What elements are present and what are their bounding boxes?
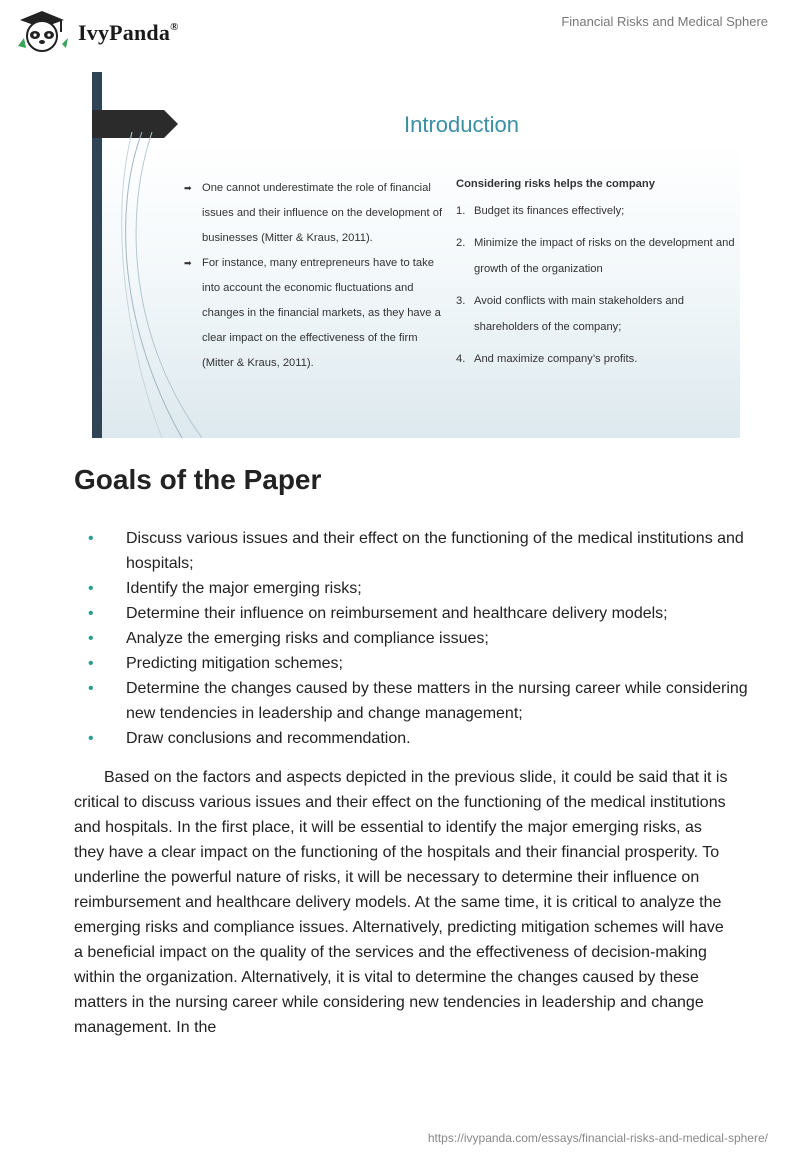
slide-bullet-text: One cannot underestimate the role of financial issues and their influence on the development of businesses (Mitter & Kraus, 2011). [202, 182, 443, 244]
list-item [74, 601, 754, 626]
slide-right-column [456, 178, 736, 378]
item-number: 1. [456, 205, 466, 217]
body-paragraph: Based on the factors and aspects depicted in the previous slide, it could be said that it is critical to discuss various issues and their effect on the functioning of the medical institutions and hospitals. In the first place, it will be essential to identify the major emerging risks, as they have a clear impact on the functioning of the hospitals and their financial prosperity. To underline the powerful nature of risks, it will be necessary to determine their influence on reimbursement and healthcare delivery models. At the same time, it is critical to analyze the emerging risks and compliance issues. Alternatively, predicting mitigation schemes will have a beneficial impact on the quality of the services and the effectiveness of decision-making within the organization. Alternatively, it is vital to determine the changes caused by these matters in the nursing career while considering new tendencies in leadership and change management. In the [74, 769, 728, 1036]
list-item-text: Determine their influence on reimbursement and healthcare delivery models; [126, 605, 668, 622]
item-number: 4. [456, 353, 466, 365]
item-number: 2. [456, 237, 466, 249]
slide-numbered-item [456, 346, 736, 372]
source-url[interactable]: https://ivypanda.com/essays/financial-risks-and-medical-sphere/ [427, 1131, 768, 1145]
list-item-text: Analyze the emerging risks and compliance issues; [126, 630, 489, 647]
list-item-text: Predicting mitigation schemes; [126, 655, 343, 672]
arrow-bullet-icon: ➡ [184, 183, 192, 193]
slide-title: Introduction [404, 112, 519, 137]
slide-numbered-item [456, 230, 736, 282]
item-text: Budget its finances effectively; [474, 205, 625, 217]
bullet-icon: • [88, 730, 94, 747]
slide-numbered-item [456, 198, 736, 224]
arrow-bullet-icon: ➡ [184, 258, 192, 268]
slide-image [92, 72, 740, 438]
item-text: Minimize the impact of risks on the development and growth of the organization [474, 237, 735, 275]
panda-icon [14, 8, 70, 54]
list-item-text: Discuss various issues and their effect on the functioning of the medical institutions and hospitals; [126, 530, 744, 572]
slide-left-column [184, 176, 446, 376]
list-item [74, 626, 754, 651]
slide-right-heading: Considering risks helps the company [456, 178, 655, 190]
page-header [0, 0, 800, 60]
ivypanda-logo[interactable] [14, 8, 204, 54]
list-item [74, 651, 754, 676]
list-item [74, 676, 754, 726]
item-text: And maximize company’s profits. [474, 353, 638, 365]
slide-bullet [184, 251, 446, 376]
item-number: 3. [456, 295, 466, 307]
bullet-icon: • [88, 630, 94, 647]
list-item-text: Identify the major emerging risks; [126, 580, 362, 597]
bullet-icon: • [88, 605, 94, 622]
slide-bullet [184, 176, 446, 251]
document-title: Financial Risks and Medical Sphere [561, 14, 768, 29]
bullet-icon: • [88, 680, 94, 697]
brand-name: IvyPanda® [78, 20, 179, 45]
registered-mark: ® [170, 20, 179, 33]
section-heading: Goals of the Paper [74, 464, 322, 495]
list-item-text: Draw conclusions and recommendation. [126, 730, 411, 747]
list-item [74, 526, 754, 576]
list-item-text: Determine the changes caused by these matters in the nursing career while considering new tendencies in leadership and change management; [126, 680, 748, 722]
goals-list [74, 526, 754, 751]
list-item [74, 576, 754, 601]
bullet-icon: • [88, 530, 94, 547]
list-item [74, 726, 754, 751]
item-text: Avoid conflicts with main stakeholders and shareholders of the company; [474, 295, 684, 333]
bullet-icon: • [88, 655, 94, 672]
slide-numbered-item [456, 288, 736, 340]
bullet-icon: • [88, 580, 94, 597]
slide-bullet-text: For instance, many entrepreneurs have to take into account the economic fluctuations and changes in the financial markets, as they have a clear impact on the effectiveness of the firm (Mitter & Kraus, 2011). [202, 257, 441, 369]
